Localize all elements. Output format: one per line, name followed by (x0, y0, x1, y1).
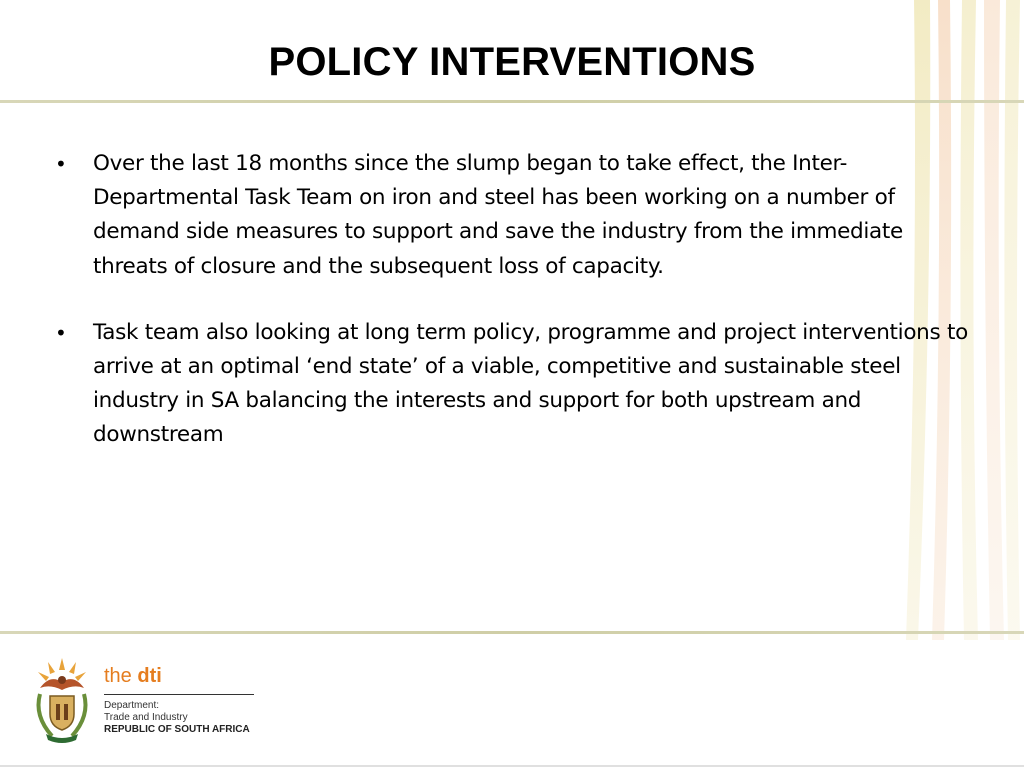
bullet-marker: • (55, 152, 67, 176)
brand-divider (104, 694, 254, 695)
bullet-marker: • (55, 320, 67, 345)
bullet-item (55, 316, 970, 453)
dti-logo (104, 664, 264, 736)
bullet-text: Over the last 18 months since the slump began to take effect, the Inter-Departmental Task Team on iron and steel has been working on a number of demand side measures to support and save the industry from the immediate threats of closure and the subsequent loss of capacity. (93, 151, 903, 279)
department-name: Trade and Industry (104, 712, 188, 723)
footer (0, 640, 1024, 768)
page-bottom-line (0, 765, 1024, 767)
bullet-list (55, 147, 970, 485)
bullet-item (55, 147, 970, 284)
brand-wordmark (104, 664, 264, 688)
brand-prefix: the (104, 665, 138, 687)
department-label: Department: (104, 700, 160, 711)
footer-divider (0, 631, 1024, 634)
coat-of-arms-icon (30, 654, 94, 744)
bullet-text: Task team also looking at long term policy, programme and project interventions to arrive at an optimal ‘end state’ of a viable, competitive and sustainable steel industry in SA balancing the interests and support for both upstream and downstream (93, 319, 968, 448)
country-name: REPUBLIC OF SOUTH AFRICA (104, 724, 250, 735)
brand-name: dti (137, 665, 162, 687)
slide-title: POLICY INTERVENTIONS (268, 40, 756, 84)
title-divider (0, 100, 1024, 103)
